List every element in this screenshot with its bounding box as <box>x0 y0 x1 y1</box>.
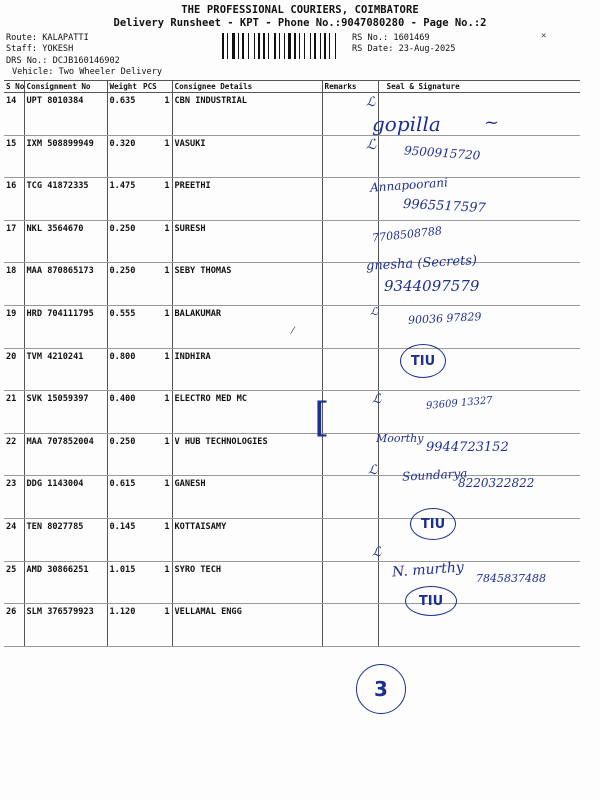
stamp-20: TIU <box>400 344 446 378</box>
stamp-26: TIU <box>405 586 457 616</box>
cell-weight: 0.555 <box>107 305 141 348</box>
cell-consignee: SEBY THOMAS <box>172 263 322 306</box>
barcode-bar <box>306 33 309 59</box>
cell-consignee: KOTTAISAMY <box>172 518 322 561</box>
cell-weight: 1.475 <box>107 178 141 221</box>
signature-mark: ℒ <box>366 95 376 110</box>
barcode-bar <box>238 33 239 59</box>
signature-16-name: Annapoorani <box>369 175 449 195</box>
bracket-mark-icon: [ <box>314 395 330 441</box>
runsheet-table <box>4 80 580 647</box>
runsheet-title: THE PROFESSIONAL COURIERS, COIMBATORE <box>181 4 419 16</box>
cell-sno: 14 <box>4 93 24 136</box>
barcode-bar <box>222 33 224 59</box>
cell-remarks <box>322 391 378 434</box>
cell-pcs: 1 <box>141 391 172 434</box>
cell-pcs: 1 <box>141 433 172 476</box>
barcode-bar <box>335 33 336 59</box>
signature-25-phone: 7845837488 <box>476 572 546 585</box>
barcode-bar <box>225 33 226 59</box>
cell-consignment: DDG 1143004 <box>24 476 107 519</box>
barcode-bar <box>232 33 235 59</box>
stamp-24: TIU <box>410 508 456 540</box>
cell-pcs: 1 <box>141 263 172 306</box>
table-row <box>4 178 580 221</box>
signature-16-phone: 9965517597 <box>402 196 487 217</box>
barcode-bar <box>310 33 311 59</box>
signature-mark: ℒ <box>368 463 378 478</box>
barcode-bar <box>299 33 300 59</box>
cell-pcs: 1 <box>141 561 172 604</box>
cell-consignment: MAA 870865173 <box>24 263 107 306</box>
cell-sno: 23 <box>4 476 24 519</box>
cell-sno: 26 <box>4 604 24 647</box>
barcode-bar <box>288 33 291 59</box>
cell-sno: 17 <box>4 220 24 263</box>
cell-remarks <box>322 476 378 519</box>
cell-consignee: CBN INDUSTRIAL <box>172 93 322 136</box>
cell-consignment: SLM 376579923 <box>24 604 107 647</box>
cell-consignee: ELECTRO MED MC <box>172 391 322 434</box>
barcode-bar <box>281 33 283 59</box>
cell-consignment: NKL 3564670 <box>24 220 107 263</box>
cell-sno: 22 <box>4 433 24 476</box>
barcode-bar <box>304 33 305 59</box>
barcode-bar <box>286 33 287 59</box>
barcode-bar <box>314 33 316 59</box>
barcode-bar <box>284 33 285 59</box>
cell-consignment: MAA 707852004 <box>24 433 107 476</box>
barcode-bar <box>322 33 323 59</box>
barcode-bar <box>236 33 237 59</box>
signature-19: 90036 97829 <box>407 310 482 327</box>
cell-consignee: BALAKUMAR <box>172 305 322 348</box>
barcode-bar <box>320 33 321 59</box>
table-row <box>4 220 580 263</box>
barcode-bar <box>258 33 260 59</box>
cell-weight: 0.800 <box>107 348 141 391</box>
table-row <box>4 263 580 306</box>
cell-consignee: V HUB TECHNOLOGIES <box>172 433 322 476</box>
cell-pcs: 1 <box>141 93 172 136</box>
runsheet-subtitle: Delivery Runsheet - KPT - Phone No.:9047080280 - Page No.:2 <box>113 17 487 29</box>
table-row <box>4 518 580 561</box>
barcode-bar <box>317 33 319 59</box>
rs-date: RS Date: 23-Aug-2025 <box>352 44 456 54</box>
signature-23-name: Soundarya <box>401 466 468 484</box>
barcode-bar <box>227 33 228 59</box>
cell-pcs: 1 <box>141 476 172 519</box>
cell-consignment: TCG 41872335 <box>24 178 107 221</box>
cell-seal <box>378 518 580 561</box>
cell-seal <box>378 604 580 647</box>
cell-weight: 1.015 <box>107 561 141 604</box>
cell-consignment: AMD 30866251 <box>24 561 107 604</box>
cell-consignee: SURESH <box>172 220 322 263</box>
cell-consignee: INDHIRA <box>172 348 322 391</box>
cell-weight: 0.145 <box>107 518 141 561</box>
close-mark-icon: ✕ <box>541 31 547 41</box>
barcode-bar <box>261 33 262 59</box>
header-pcs: PCS <box>141 81 172 93</box>
barcode <box>222 33 348 59</box>
barcode-bar <box>292 33 293 59</box>
page-circle-mark: 3 <box>356 664 406 714</box>
cell-pcs: 1 <box>141 348 172 391</box>
cell-weight: 0.250 <box>107 220 141 263</box>
cell-weight: 1.120 <box>107 604 141 647</box>
barcode-bar <box>301 33 303 59</box>
signature-22-name: Moorthy <box>376 432 424 445</box>
barcode-bar <box>324 33 326 59</box>
cell-consignee: VASUKI <box>172 135 322 178</box>
barcode-bar <box>254 33 255 59</box>
barcode-bar <box>274 33 276 59</box>
cell-consignment: UPT 8010384 <box>24 93 107 136</box>
cell-weight: 0.615 <box>107 476 141 519</box>
signature-17: 7708508788 <box>371 224 443 245</box>
cell-weight: 0.400 <box>107 391 141 434</box>
cell-consignee: PREETHI <box>172 178 322 221</box>
stray-pen-mark: ⁄ <box>292 326 294 337</box>
cell-weight: 0.250 <box>107 263 141 306</box>
barcode-bar <box>297 33 298 59</box>
cell-pcs: 1 <box>141 604 172 647</box>
vehicle-label: Vehicle: Two Wheeler Delivery <box>12 67 163 77</box>
header-remarks: Remarks <box>322 81 378 93</box>
header-sno: S No <box>6 82 24 91</box>
cell-remarks <box>322 348 378 391</box>
barcode-bar <box>312 33 313 59</box>
barcode-bar <box>327 33 328 59</box>
cell-consignee: SYRO TECH <box>172 561 322 604</box>
table-row <box>4 604 580 647</box>
drs-number: DRS No.: DCJB160146902 <box>6 56 120 66</box>
cell-sno: 19 <box>4 305 24 348</box>
cell-sno: 25 <box>4 561 24 604</box>
staff-label: Staff: YOKESH <box>6 44 74 54</box>
barcode-bar <box>329 33 330 59</box>
cell-consignee: GANESH <box>172 476 322 519</box>
cell-pcs: 1 <box>141 220 172 263</box>
barcode-bar <box>242 33 244 59</box>
signature-14: gopilla <box>372 112 441 136</box>
header-seal: Seal & Signature <box>378 81 580 93</box>
signature-15: 9500915720 <box>403 143 481 163</box>
cell-sno: 15 <box>4 135 24 178</box>
cell-consignment: SVK 15059397 <box>24 391 107 434</box>
cell-consignment: IXM 508899949 <box>24 135 107 178</box>
table-row <box>4 135 580 178</box>
barcode-bar <box>294 33 296 59</box>
cell-consignee: VELLAMAL ENGG <box>172 604 322 647</box>
signature-18-phone: 9344097579 <box>384 277 480 295</box>
header-consignment: Consignment No <box>24 81 107 93</box>
table-row <box>4 348 580 391</box>
cell-weight: 0.320 <box>107 135 141 178</box>
barcode-bar <box>248 33 249 59</box>
route-label: Route: KALAPATTI <box>6 33 89 43</box>
signature-mark: ℒ <box>370 305 378 318</box>
cell-pcs: 1 <box>141 305 172 348</box>
cell-pcs: 1 <box>141 135 172 178</box>
cell-remarks <box>322 561 378 604</box>
cell-sno: 18 <box>4 263 24 306</box>
header-consignee: Consignee Details <box>172 81 322 93</box>
cell-remarks <box>322 518 378 561</box>
cell-remarks <box>322 604 378 647</box>
barcode-bar <box>270 33 273 59</box>
signature-mark: ℒ <box>366 137 377 153</box>
signature-22-phone: 9944723152 <box>426 440 509 455</box>
rs-number: RS No.: 1601469 <box>352 33 430 43</box>
cell-sno: 20 <box>4 348 24 391</box>
cell-sno: 21 <box>4 391 24 434</box>
barcode-bar <box>331 33 334 59</box>
barcode-bar <box>263 33 265 59</box>
header-weight: Weight <box>107 81 141 93</box>
table-row <box>4 391 580 434</box>
cell-weight: 0.635 <box>107 93 141 136</box>
barcode-bar <box>266 33 267 59</box>
barcode-bar <box>256 33 257 59</box>
barcode-bar <box>337 33 339 59</box>
signature-18-name: gnesha (Secrets) <box>365 253 478 274</box>
barcode-bar <box>279 33 280 59</box>
barcode-bar <box>245 33 247 59</box>
barcode-bar <box>250 33 253 59</box>
barcode-bar <box>240 33 241 59</box>
cell-pcs: 1 <box>141 178 172 221</box>
cell-sno: 24 <box>4 518 24 561</box>
barcode-bar <box>268 33 269 59</box>
cell-weight: 0.250 <box>107 433 141 476</box>
signature-25-name: N. murthy <box>391 559 465 581</box>
signature-21: 93609 13327 <box>425 395 494 412</box>
cell-consignment: TEN 8027785 <box>24 518 107 561</box>
signature-14-flourish: ~ <box>484 112 500 133</box>
barcode-bar <box>277 33 278 59</box>
cell-consignment: TVM 4210241 <box>24 348 107 391</box>
barcode-bar <box>229 33 231 59</box>
cell-sno: 16 <box>4 178 24 221</box>
signature-23-phone: 8220322822 <box>458 476 535 490</box>
cell-remarks <box>322 220 378 263</box>
cell-consignment: HRD 704111795 <box>24 305 107 348</box>
signature-mark: ℒ <box>372 545 382 560</box>
cell-pcs: 1 <box>141 518 172 561</box>
signature-mark: ℒ <box>372 392 382 407</box>
table-header-row <box>4 81 580 93</box>
